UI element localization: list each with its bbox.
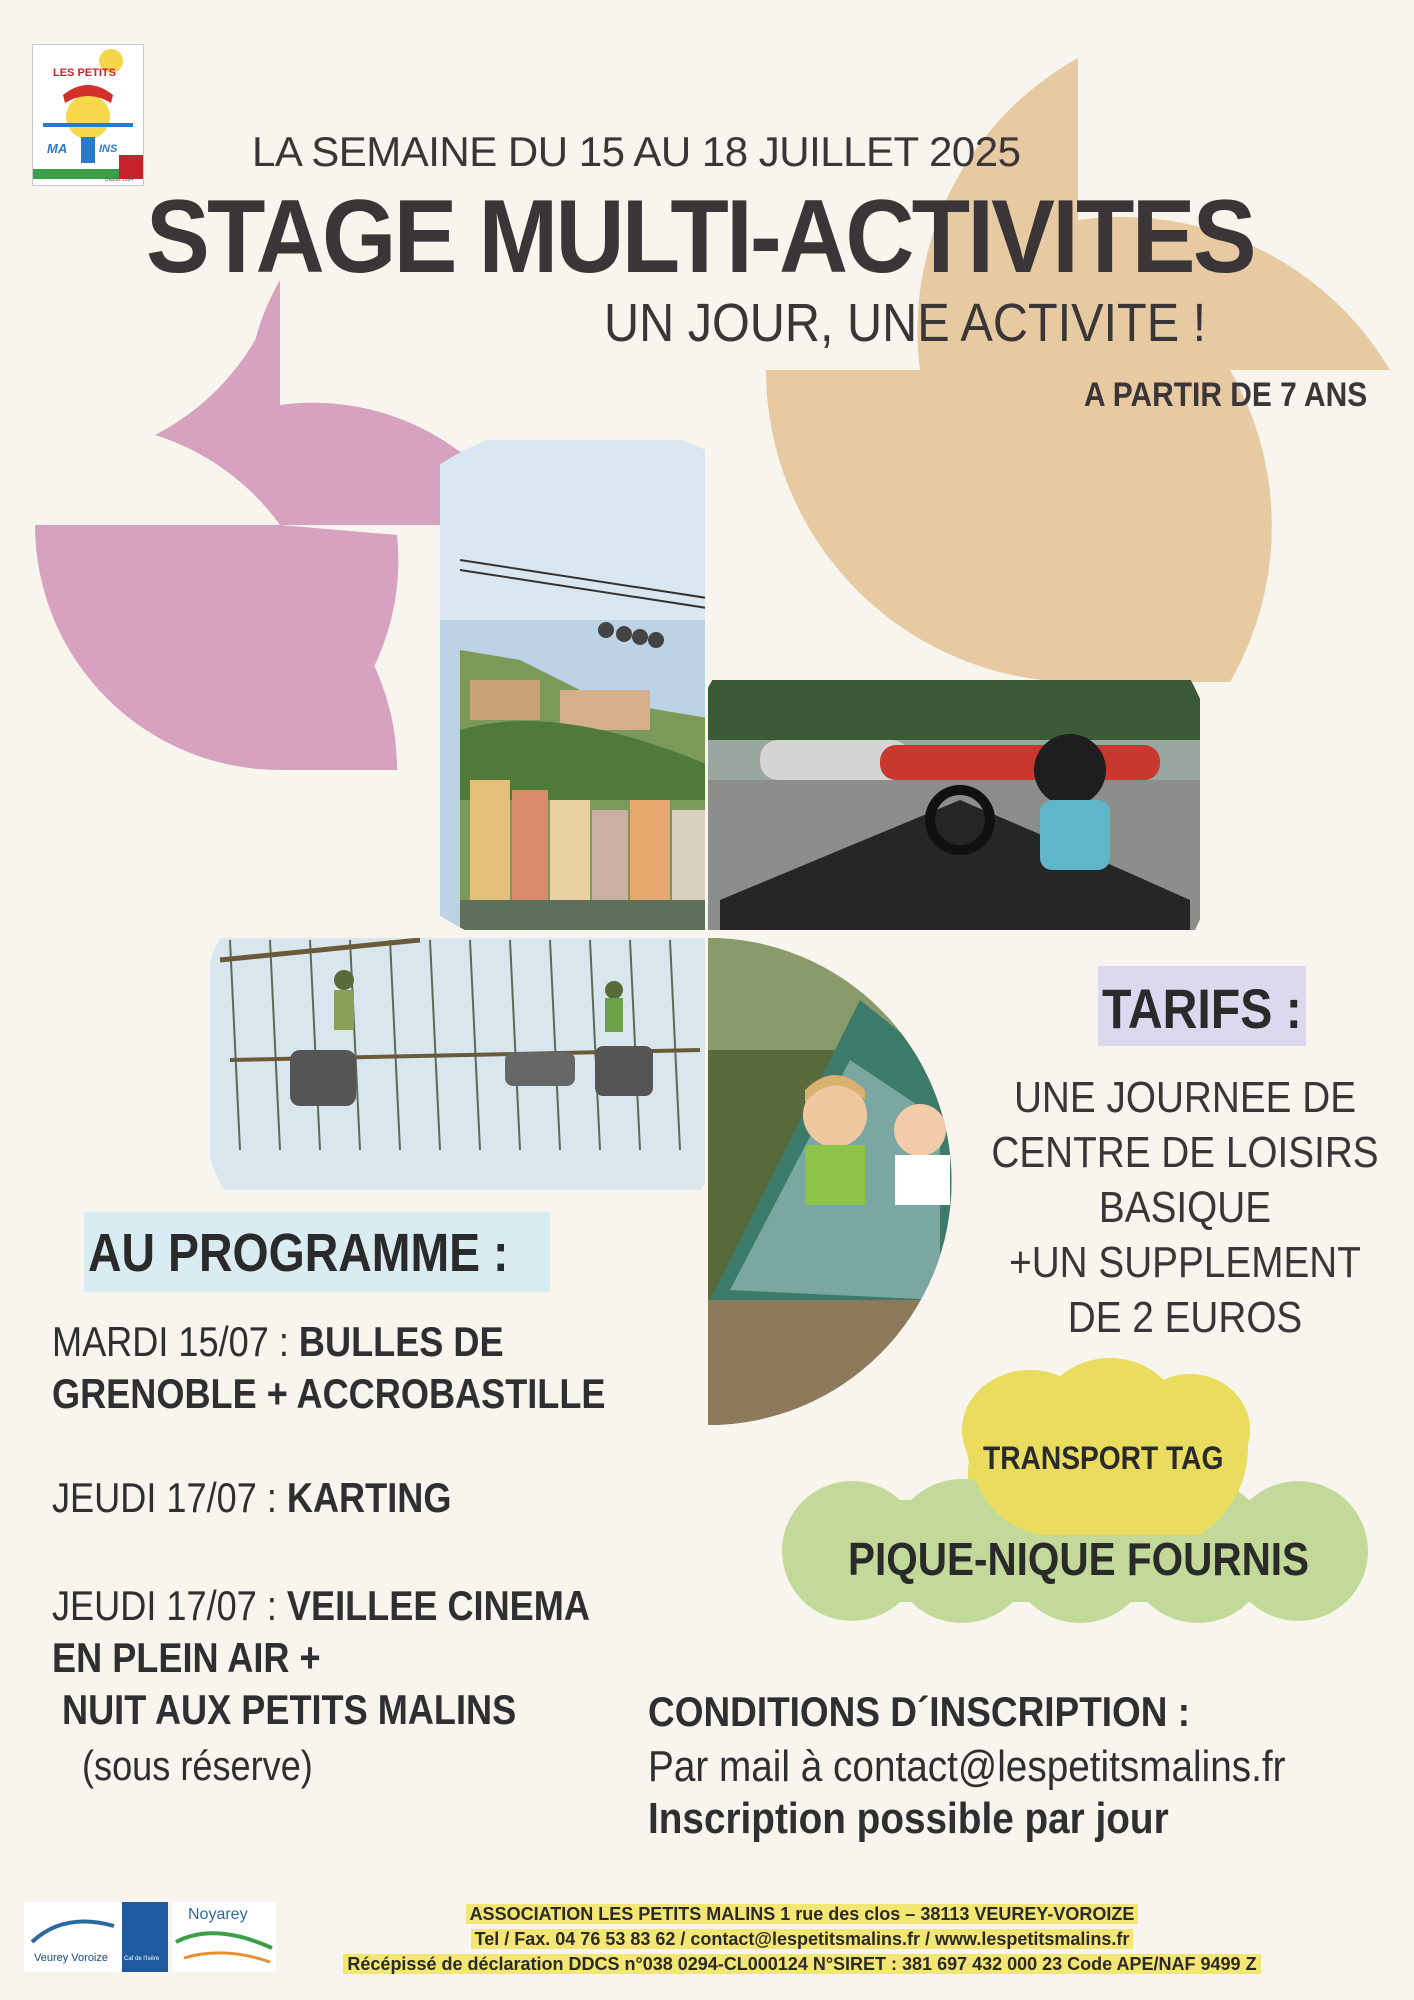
picnic-info: PIQUE-NIQUE FOURNIS: [848, 1533, 1310, 1585]
programme-activity: BULLES DE: [298, 1318, 504, 1365]
programme-item-3-cont2: [62, 1684, 516, 1736]
tagline: UN JOUR, UNE ACTIVITE !: [604, 293, 1207, 353]
photo-accrobastille: [210, 930, 710, 1190]
tarifs-line: DE 2 EUROS: [1067, 1293, 1303, 1342]
logo-caf-text: Caf de l'Isère: [124, 1956, 160, 1962]
programme-day: JEUDI 17/07 :: [52, 1582, 287, 1629]
footer-address: [290, 1902, 1314, 1977]
tarifs-heading-text: TARIFS :: [1102, 977, 1302, 1040]
programme-activity: GRENOBLE + ACCROBASTILLE: [52, 1370, 606, 1417]
tarifs-heading: [1098, 966, 1306, 1046]
programme-heading: [84, 1212, 550, 1292]
tarifs-line: +UN SUPPLEMENT: [1009, 1238, 1361, 1287]
logo-veurey-text: Veurey Voroize: [34, 1952, 108, 1964]
programme-item-3-cont: [52, 1632, 321, 1684]
tarifs-description: [987, 1070, 1383, 1345]
programme-day: JEUDI 17/07 :: [52, 1474, 287, 1521]
programme-item-1: [52, 1316, 504, 1368]
photo-camping: [700, 930, 960, 1430]
tarifs-line: UNE JOURNEE DE: [1013, 1073, 1357, 1122]
footer-line: Récépissé de déclaration DDCS n°038 0294-CL000124 N°SIRET : 381 697 432 000 23 Code APE/NAF 9499 Z: [343, 1954, 1260, 1974]
photo-grenoble-bulles: [440, 440, 720, 940]
programme-activity: KARTING: [286, 1474, 452, 1521]
photo-karting: [700, 680, 1200, 940]
programme-note: (sous réserve): [82, 1742, 313, 1789]
conditions-mail: Par mail à contact@lespetitsmalins.fr: [648, 1742, 1286, 1791]
tarifs-line: CENTRE DE LOISIRS: [991, 1128, 1379, 1177]
partner-logos: [24, 1902, 276, 1972]
week-dates: LA SEMAINE DU 15 AU 18 JUILLET 2025: [252, 128, 1021, 175]
programme-activity: VEILLEE CINEMA: [286, 1582, 590, 1629]
logo-since: Depuis 1994: [105, 177, 134, 183]
logo-noyarey-text: Noyarey: [188, 1906, 248, 1923]
page-title: STAGE MULTI-ACTIVITES: [146, 179, 1254, 295]
tarifs-line: BASIQUE: [1098, 1183, 1272, 1232]
les-petits-malins-logo: [32, 44, 144, 186]
logo-text-left: MA: [47, 141, 68, 156]
conditions-heading: CONDITIONS D´INSCRIPTION :: [648, 1688, 1191, 1735]
logo-text-right: INS: [99, 143, 118, 155]
age-requirement: A PARTIR DE 7 ANS: [1084, 376, 1368, 414]
programme-item-1-cont: [52, 1368, 606, 1420]
programme-activity: NUIT AUX PETITS MALINS: [62, 1686, 517, 1733]
programme-heading-text: AU PROGRAMME :: [88, 1223, 509, 1283]
footer-line: ASSOCIATION LES PETITS MALINS 1 rue des clos – 38113 VEUREY-VOROIZE: [466, 1904, 1139, 1924]
programme-activity: EN PLEIN AIR +: [52, 1634, 321, 1681]
footer-line: Tel / Fax. 04 76 53 83 62 / contact@lespetitsmalins.fr / www.lespetitsmalins.fr: [471, 1929, 1134, 1949]
programme-item-3: [52, 1580, 590, 1632]
conditions-per-day: Inscription possible par jour: [648, 1794, 1169, 1843]
transport-info: TRANSPORT TAG: [983, 1440, 1224, 1476]
logo-text: LES PETITS: [53, 67, 116, 79]
programme-item-2: [52, 1472, 451, 1524]
logo-mascot-icon: [33, 45, 143, 185]
programme-day: MARDI 15/07 :: [52, 1318, 299, 1365]
